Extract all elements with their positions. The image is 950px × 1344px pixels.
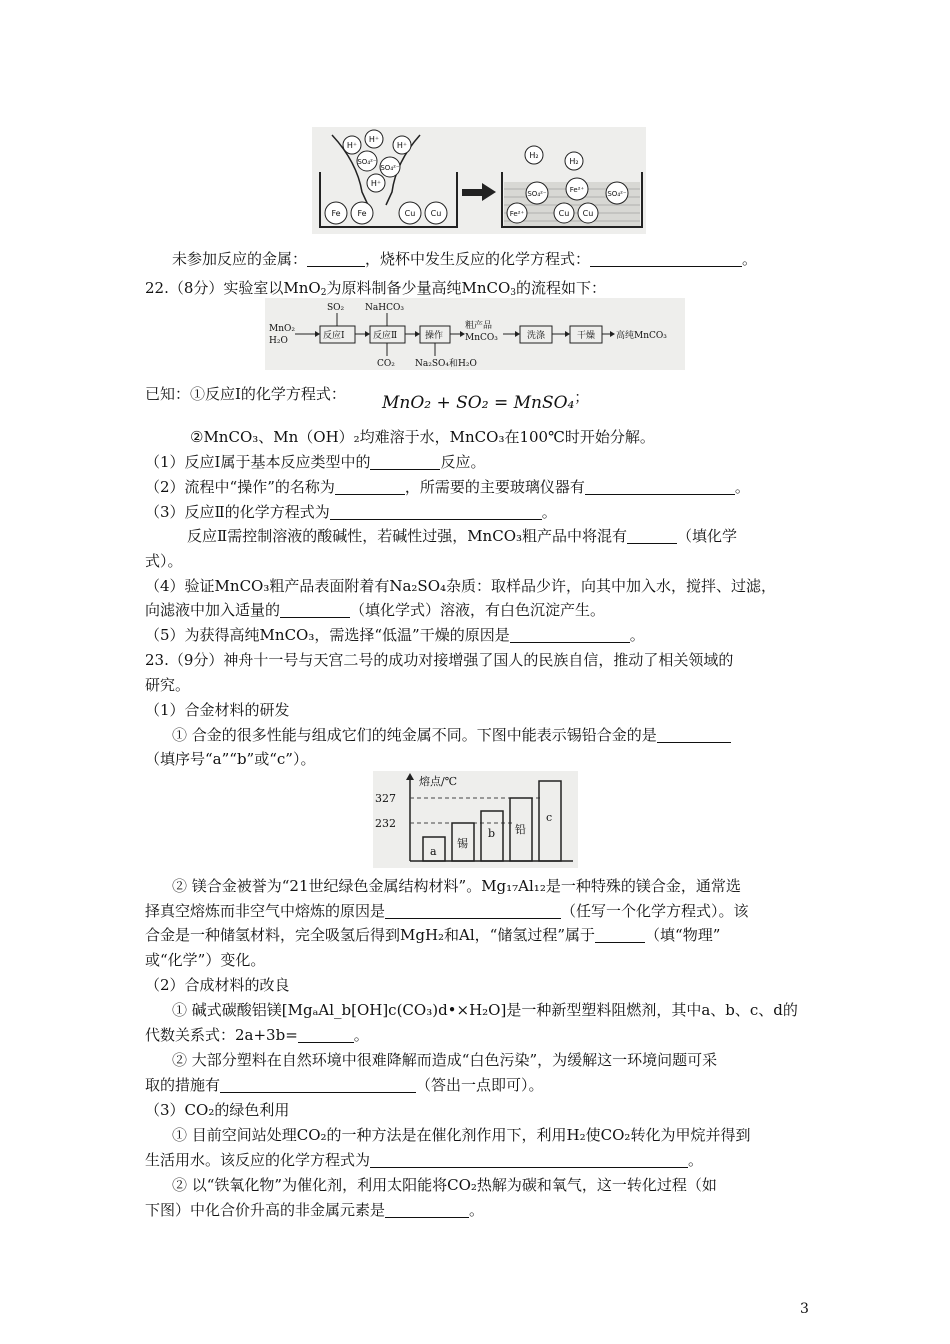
q22-sub3-cont: 式）。 <box>145 552 183 570</box>
answer-blank[interactable] <box>370 1153 688 1168</box>
q22-sub3 <box>145 502 557 522</box>
q22-known-pre: 已知：①反应Ⅰ的化学方程式： <box>145 385 346 403</box>
flow-crude-bottom: MnCO₃ <box>465 333 498 343</box>
flow-box-reaction2: 反应Ⅱ <box>373 331 398 341</box>
page-number: 3 <box>800 1301 809 1317</box>
flow-so2: SO₂ <box>327 303 345 313</box>
punct: 。 <box>629 626 645 644</box>
answer-blank[interactable] <box>510 628 630 643</box>
q22-known-1 <box>145 384 346 404</box>
punct: 。 <box>469 1201 485 1219</box>
q23-p1-2-end2: （填“物理” <box>645 926 721 944</box>
q22-sub4-end: （填化学式）溶液，有白色沉淀产生。 <box>350 601 606 619</box>
flow-h2o: H₂O <box>269 336 288 346</box>
metal-cu-1: Cu <box>404 209 416 218</box>
ion-so4-1: SO₄²⁻ <box>357 158 377 166</box>
q23-p2-1-line1: ① 碱式碳酸铝镁[MgₐAl_b[OH]c(CO₃)d•×H₂O]是一种新型塑料阻燃剂，其中a、b、c、d的 <box>172 1001 798 1019</box>
q23-p3-1-line1: ① 目前空间站处理CO₂的一种方法是在催化剂作用下，利用H₂使CO₂转化为甲烷并得到 <box>172 1126 751 1144</box>
metal-cu-4: Cu <box>582 209 594 218</box>
q23-p3-1-line2 <box>145 1150 703 1170</box>
punct: 。 <box>742 250 758 268</box>
q23-p1-2-line1: ② 镁合金被誉为“21世纪绿色金属结构材料”。Mg₁₇Al₁₂是一种特殊的镁合金，通常选 <box>172 877 741 895</box>
answer-blank[interactable] <box>385 904 561 919</box>
flow-box-operation: 操作 <box>425 331 444 341</box>
q23-p2-2-text: 取的措施有 <box>145 1076 221 1094</box>
q23-p1-1-text: ① 合金的很多性能与组成它们的纯金属不同。下图中能表示锡铅合金的是 <box>172 726 657 744</box>
flow-box-wash: 洗涤 <box>527 331 546 341</box>
q23-p1-2-line3 <box>145 925 720 945</box>
ion-so4-3: SO₄²⁻ <box>527 190 547 198</box>
q22-sub5-text: （5）为获得高纯MnCO₃，需选择“低温”干燥的原因是 <box>145 626 510 644</box>
equation-text: MnO₂ + SO₂ = MnSO₄ <box>382 393 575 413</box>
ion-h-4: H⁺ <box>370 179 382 188</box>
q22-sub1-text: （1）反应Ⅰ属于基本反应类型中的 <box>145 453 371 471</box>
melting-point-chart <box>373 771 578 868</box>
answer-blank[interactable] <box>307 252 365 267</box>
answer-blank[interactable] <box>595 928 645 943</box>
q23-part3-heading: （3）CO₂的绿色利用 <box>145 1101 290 1119</box>
flow-crude-top: 粗产品 <box>465 321 493 331</box>
q23-p3-1-text: 生活用水。该反应的化学方程式为 <box>145 1151 371 1169</box>
q22-sub4-text: 向滤液中加入适量的 <box>145 601 281 619</box>
ion-h-1: H⁺ <box>346 141 358 150</box>
answer-blank[interactable] <box>220 1078 416 1093</box>
q23-intro-1: 23.（9分）神舟十一号与天宫二号的成功对接增强了国人的民族自信，推动了相关领域的 <box>145 651 734 669</box>
answer-blank[interactable] <box>590 252 742 267</box>
gas-h2-1: H₂ <box>529 151 539 160</box>
q22-intro: 22.（8分）实验室以MnO$_2$为原料制备少量高纯MnCO$_3$的流程如下： <box>145 279 606 298</box>
q21-line <box>172 249 757 269</box>
q23-p1-2-line4: 或“化学”）变化。 <box>145 951 266 969</box>
flow-nahco3: NaHCO₃ <box>365 303 404 313</box>
q22-sub2-text: （2）流程中“操作”的名称为 <box>145 478 335 496</box>
ion-fe2-2: Fe²⁺ <box>509 210 525 218</box>
answer-blank[interactable] <box>280 603 350 618</box>
metal-cu-2: Cu <box>430 209 442 218</box>
answer-blank[interactable] <box>385 1203 469 1218</box>
bar-label-a: a <box>430 845 437 858</box>
ion-so4-2: SO₄²⁻ <box>380 164 400 172</box>
punct: ； <box>574 390 589 406</box>
q23-part1-heading: （1）合金材料的研发 <box>145 701 290 719</box>
chart-y-label: 熔点/℃ <box>419 775 458 788</box>
ion-fe2-1: Fe²⁺ <box>569 186 585 194</box>
q23-p1-2-text: 择真空熔炼而非空气中熔炼的原因是 <box>145 902 386 920</box>
q22-sub2 <box>145 477 750 497</box>
ion-so4-4: SO₄²⁻ <box>607 190 627 198</box>
q22-sub4-line1: （4）验证MnCO₃粗产品表面附着有Na₂SO₄杂质：取样品少许，向其中加入水，搅拌、过滤， <box>145 577 777 595</box>
q23-p3-2-text: 下图）中化合价升高的非金属元素是 <box>145 1201 386 1219</box>
flow-box-reaction1: 反应Ⅰ <box>323 331 345 341</box>
q22-intro-end: 的流程如下： <box>515 279 606 297</box>
ion-h-3: H⁺ <box>396 141 408 150</box>
flow-co2: CO₂ <box>377 359 395 369</box>
bar-label-c: c <box>546 811 553 824</box>
q23-part2-heading: （2）合成材料的改良 <box>145 976 290 994</box>
ion-h-2: H⁺ <box>368 135 380 144</box>
q23-p2-1-line2 <box>145 1025 369 1045</box>
q22-sub1-end: 反应。 <box>440 453 486 471</box>
punct: 。 <box>541 503 557 521</box>
q21-equation-label: ，烧杯中发生反应的化学方程式： <box>365 250 591 268</box>
q22-sub3-cond-end: （填化学 <box>677 527 738 545</box>
answer-blank[interactable] <box>330 505 542 520</box>
answer-blank[interactable] <box>657 728 731 743</box>
q22-sub3-cond-text: 反应Ⅱ需控制溶液的酸碱性，若碱性过强，MnCO₃粗产品中将混有 <box>187 527 628 545</box>
q22-known-2: ②MnCO₃、Mn（OH）₂均难溶于水，MnCO₃在100℃时开始分解。 <box>190 428 655 446</box>
gas-h2-2: H₂ <box>569 157 579 166</box>
answer-blank[interactable] <box>627 529 677 544</box>
punct: 。 <box>353 1026 369 1044</box>
punct: 。 <box>688 1151 704 1169</box>
answer-blank[interactable] <box>298 1028 354 1043</box>
flow-byproduct: Na₂SO₄和H₂O <box>415 359 477 369</box>
q23-p3-2-line1: ② 以“铁氧化物”为催化剂，利用太阳能将CO₂热解为碳和氧气，这一转化过程（如 <box>172 1176 717 1194</box>
metal-fe-2: Fe <box>357 209 367 218</box>
q22-sub3-cond <box>187 526 737 546</box>
q22-sub1 <box>145 452 486 472</box>
flow-mno2: MnO₂ <box>269 324 295 334</box>
punct: 。 <box>734 478 750 496</box>
q22-sub3-text: （3）反应Ⅱ的化学方程式为 <box>145 503 330 521</box>
q23-p1-2-end: （任写一个化学方程式）。该 <box>561 902 749 920</box>
metal-fe-1: Fe <box>331 209 341 218</box>
chart-tick-232: 232 <box>375 817 396 830</box>
q21-unreacted-label: 未参加反应的金属： <box>172 250 308 268</box>
arrow-icon <box>462 189 482 196</box>
q23-p1-1-cont: （填序号“a”“b”或“c”）。 <box>145 750 316 768</box>
q22-intro-pre: 22.（8分）实验室以MnO <box>145 279 321 297</box>
bar-label-tin: 锡 <box>457 837 468 850</box>
bar-label-b: b <box>488 827 496 840</box>
answer-blank[interactable] <box>370 455 440 470</box>
q23-intro-2: 研究。 <box>145 676 191 694</box>
metal-cu-3: Cu <box>558 209 570 218</box>
q22-known-equation <box>382 388 588 413</box>
flow-box-dry: 干燥 <box>577 331 596 341</box>
q23-p2-1-text: 代数关系式：2a+3b= <box>145 1026 298 1044</box>
flowchart-figure <box>265 298 685 370</box>
q22-sub4-line2 <box>145 600 605 620</box>
q23-p1-2-line2 <box>145 901 749 921</box>
chart-tick-327: 327 <box>375 792 396 805</box>
q23-p3-2-line2 <box>145 1200 484 1220</box>
q22-intro-post: 为原料制备少量高纯MnCO <box>326 279 511 297</box>
answer-blank[interactable] <box>585 480 735 495</box>
q22-sub2-mid: ，所需要的主要玻璃仪器有 <box>404 478 585 496</box>
q23-p2-2-end: （答出一点即可）。 <box>416 1076 544 1094</box>
q22-sub5 <box>145 625 645 645</box>
q23-p2-2-line1: ② 大部分塑料在自然环境中很难降解而造成“白色污染”，为缓解这一环境问题可采 <box>172 1051 718 1069</box>
q23-p2-2-line2 <box>145 1075 544 1095</box>
answer-blank[interactable] <box>335 480 405 495</box>
q23-p1-1 <box>172 725 731 745</box>
bar-label-lead: 铅 <box>515 823 526 836</box>
beaker-reaction-figure <box>312 127 646 234</box>
q23-p1-2-text2: 合金是一种储氢材料，完全吸氢后得到MgH₂和Al，“储氢过程”属于 <box>145 926 596 944</box>
flow-product: 高纯MnCO₃ <box>616 331 667 341</box>
